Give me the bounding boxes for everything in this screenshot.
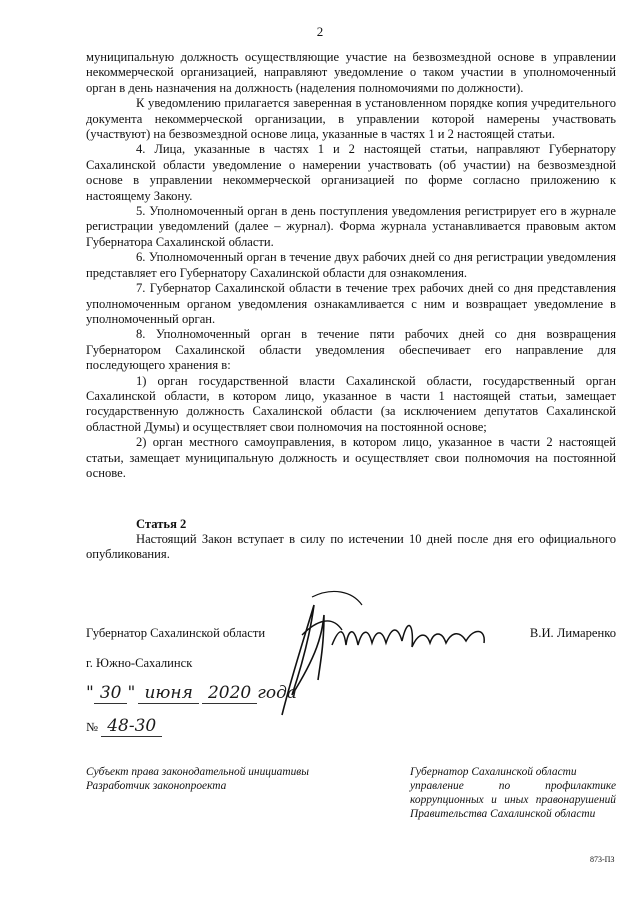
article-2-text: Настоящий Закон вступает в силу по истечении 10 дней после дня его официального опубликования. <box>86 532 616 562</box>
page-number: 2 <box>316 24 324 39</box>
paragraph-5: 5. Уполномоченный орган в день поступления уведомления регистрирует его в журнале регистрации уведомлений (далее – журнал). Форма журнала устанавливается правовым актом Губернатора Сахалинской области. <box>86 204 616 249</box>
article-2-title: Статья 2 <box>136 517 187 531</box>
paragraph-attachment: К уведомлению прилагается заверенная в установленном порядке копия учредительного документа некоммерческой организации, в управлении которой намерены участвовать (участвуют) на безвозмездной основе лица, указанные в частях 1 и 2 настоящей статьи. <box>86 96 616 142</box>
signatory-position: Губернатор Сахалинской области <box>86 626 266 640</box>
date-quote-open: " <box>86 683 94 703</box>
signatory-name: В.И. Лимаренко <box>529 626 616 640</box>
city: г. Южно-Сахалинск <box>86 656 193 670</box>
footer-right-line-1: Губернатор Сахалинской области <box>410 766 577 778</box>
footer-left-line-1: Субъект права законодательной инициативы <box>86 766 309 778</box>
footer-left-line-2: Разработчик законопроекта <box>86 780 227 792</box>
date-month: июня <box>138 683 198 704</box>
paragraph-continuation: муниципальную должность осуществляющие участие на безвозмездной основе в управлении некоммерческой организацией, направляют уведомление о таком участии в уполномоченный орган в день назначения на должность (наделения полномочиями по должности). <box>86 50 616 95</box>
footer-developer <box>410 765 616 821</box>
document-code: 873-ПЗ <box>590 855 615 864</box>
footer-right-line-2: управление по профилактике коррупционных и иных правонарушений Правительства Сахалинской области <box>410 780 616 820</box>
law-body-text <box>86 50 616 481</box>
date-quote-close: " <box>127 683 136 703</box>
number-prefix: № <box>86 720 99 734</box>
signing-date <box>86 683 297 703</box>
paragraph-7: 7. Губернатор Сахалинской области в течение трех рабочих дней со дня представления уполномоченным органом уведомления ознакамливается с ним и возвращает уведомление в уполномоченный орган. <box>86 281 616 326</box>
handwritten-signature <box>262 585 512 725</box>
paragraph-8-item-1: 1) орган государственной власти Сахалинской области, государственный орган Сахалинской области, в котором лицо, указанное в части 1 настоящей статьи, замещает государственную должность Сахалинской области (за исключением депутатов Сахалинской областной Думы) и осуществляет свои полномочия на постоянной основе; <box>86 373 616 434</box>
number-value: 48-30 <box>101 716 162 737</box>
law-number <box>86 716 162 736</box>
date-day: 30 <box>94 683 128 704</box>
date-suffix: года <box>257 683 297 703</box>
paragraph-6: 6. Уполномоченный орган в течение двух рабочих дней со дня регистрации уведомления представляет его Губернатору Сахалинской области для ознакомления. <box>86 250 616 280</box>
paragraph-8: 8. Уполномоченный орган в течение пяти рабочих дней со дня возвращения Губернатором Сахалинской области уведомления обеспечивает его направление для последующего хранения в: <box>86 327 616 373</box>
footer-initiative <box>86 765 346 793</box>
date-year: 2020 <box>202 683 257 704</box>
paragraph-8-item-2: 2) орган местного самоуправления, в котором лицо, указанное в части 2 настоящей статьи, замещает муниципальную должность и осуществляет свои полномочия на постоянной основе. <box>86 435 616 480</box>
paragraph-4: 4. Лица, указанные в частях 1 и 2 настоящей статьи, направляют Губернатору Сахалинской области уведомление о намерении участвовать (об участии) на безвозмездной основе в управлении некоммерческой организацией по форме согласно приложению к настоящему Закону. <box>86 142 616 203</box>
